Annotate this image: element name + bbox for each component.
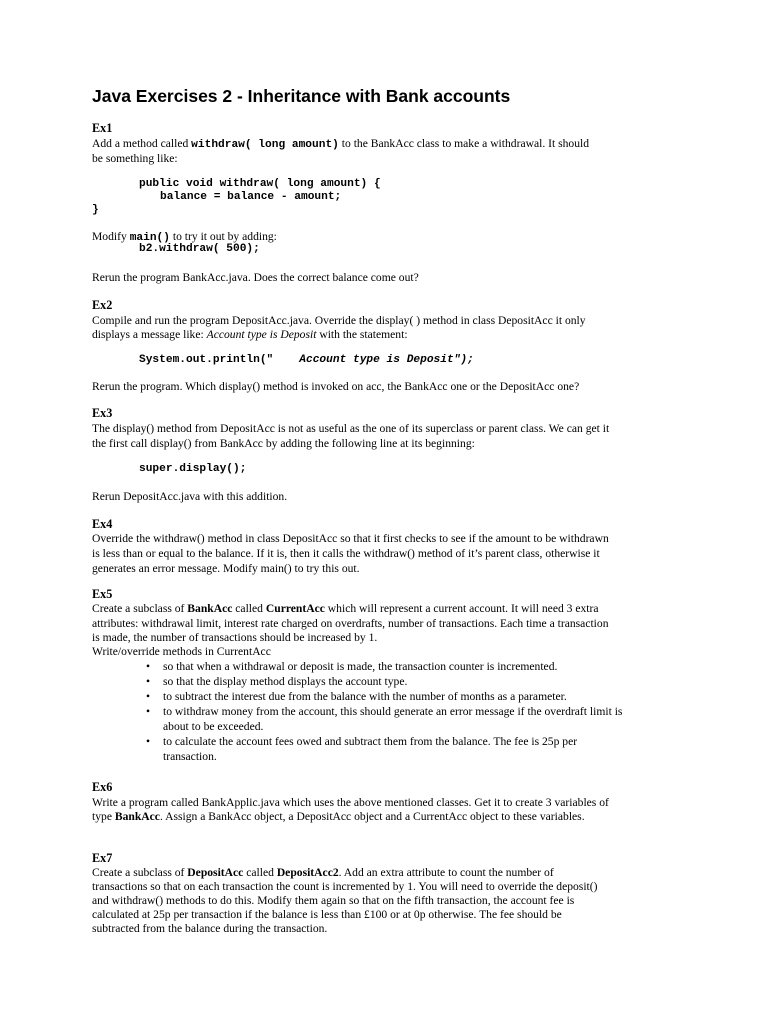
ex2-heading: Ex2 bbox=[92, 298, 113, 312]
ex5-line-3: is made, the number of transactions should be increased by 1. bbox=[92, 631, 378, 644]
ex6-heading: Ex6 bbox=[92, 780, 113, 794]
ex1-modify-code: b2.withdraw( 500); bbox=[139, 243, 260, 255]
ex1-line-1: Add a method called withdraw( long amount) to the BankAcc class to make a withdrawal. It should bbox=[92, 137, 590, 151]
ex1-rerun: Rerun the program BankAcc.java. Does the correct balance come out? bbox=[92, 271, 419, 284]
ex7-line-3: and withdraw() methods to do this. Modify them again so that on the fifth transaction, the account fee is bbox=[92, 894, 575, 907]
ex7-line-2: transactions so that on each transaction the count is incremented by 1. You will need to override the deposit() bbox=[92, 880, 598, 893]
list-item: • so that the display method displays the account type. bbox=[146, 674, 622, 689]
ex7-line-5: subtracted from the balance during the transaction. bbox=[92, 922, 328, 935]
list-item: • to subtract the interest due from the balance with the number of months as a parameter. bbox=[146, 689, 622, 704]
ex1-modify-line: Modify main() to try it out by adding: bbox=[92, 230, 277, 244]
ex1-code-line-1: public void withdraw( long amount) { bbox=[139, 178, 381, 190]
ex5-bullet-list bbox=[146, 659, 622, 764]
ex5-line-2: attributes: withdrawal limit, interest rate charged on overdrafts, number of transactions. Each time a transaction bbox=[92, 617, 609, 630]
ex4-heading: Ex4 bbox=[92, 517, 113, 531]
ex5-line-4: Write/override methods in CurrentAcc bbox=[92, 645, 271, 658]
ex2-code: System.out.println(" Account type is Deposit"); bbox=[139, 354, 474, 366]
list-item: • so that when a withdrawal or deposit is made, the transaction counter is incremented. bbox=[146, 659, 622, 674]
ex2-line-1: Compile and run the program DepositAcc.java. Override the display( ) method in class DepositAcc it only bbox=[92, 314, 586, 327]
ex1-code-line-3: } bbox=[92, 204, 99, 216]
ex4-line-1: Override the withdraw() method in class DepositAcc so that it first checks to see if the amount to be withdrawn bbox=[92, 532, 609, 545]
ex7-line-1: Create a subclass of DepositAcc called DepositAcc2. Add an extra attribute to count the number of bbox=[92, 866, 554, 879]
page-title: Java Exercises 2 - Inheritance with Bank accounts bbox=[92, 86, 511, 106]
ex3-line-2: the first call display() from BankAcc by adding the following line at its beginning: bbox=[92, 437, 475, 450]
ex3-line-1: The display() method from DepositAcc is not as useful as the one of its superclass or parent class. We can get it bbox=[92, 422, 610, 435]
ex2-line-2: displays a message like: Account type is Deposit with the statement: bbox=[92, 328, 408, 341]
ex1-code-line-2: balance = balance - amount; bbox=[160, 191, 342, 203]
ex6-line-2: type BankAcc. Assign a BankAcc object, a DepositAcc object and a CurrentAcc object to these variables. bbox=[92, 810, 585, 823]
ex6-line-1: Write a program called BankApplic.java which uses the above mentioned classes. Get it to create 3 variables of bbox=[92, 796, 609, 809]
ex3-heading: Ex3 bbox=[92, 406, 113, 420]
ex4-line-3: generates an error message. Modify main() to try this out. bbox=[92, 562, 360, 575]
ex3-rerun: Rerun DepositAcc.java with this addition. bbox=[92, 490, 288, 503]
list-item: • to calculate the account fees owed and subtract them from the balance. The fee is 25p per transaction. bbox=[146, 734, 622, 764]
ex4-line-2: is less than or equal to the balance. If it is, then it calls the withdraw() method of it’s parent class, otherwise it bbox=[92, 547, 600, 560]
ex2-rerun: Rerun the program. Which display() method is invoked on acc, the BankAcc one or the DepositAcc one? bbox=[92, 380, 580, 393]
ex1-line-2: be something like: bbox=[92, 152, 178, 165]
list-item: • to withdraw money from the account, this should generate an error message if the overdraft limit is about to be exceeded. bbox=[146, 704, 622, 734]
ex7-heading: Ex7 bbox=[92, 851, 113, 865]
ex5-line-1: Create a subclass of BankAcc called CurrentAcc which will represent a current account. It will need 3 extra bbox=[92, 602, 599, 615]
ex3-code: super.display(); bbox=[139, 463, 247, 475]
ex1-heading: Ex1 bbox=[92, 121, 113, 135]
ex5-heading: Ex5 bbox=[92, 587, 113, 601]
ex7-line-4: calculated at 25p per transaction if the balance is less than £100 or at 0p otherwise. The fee should be bbox=[92, 908, 562, 921]
